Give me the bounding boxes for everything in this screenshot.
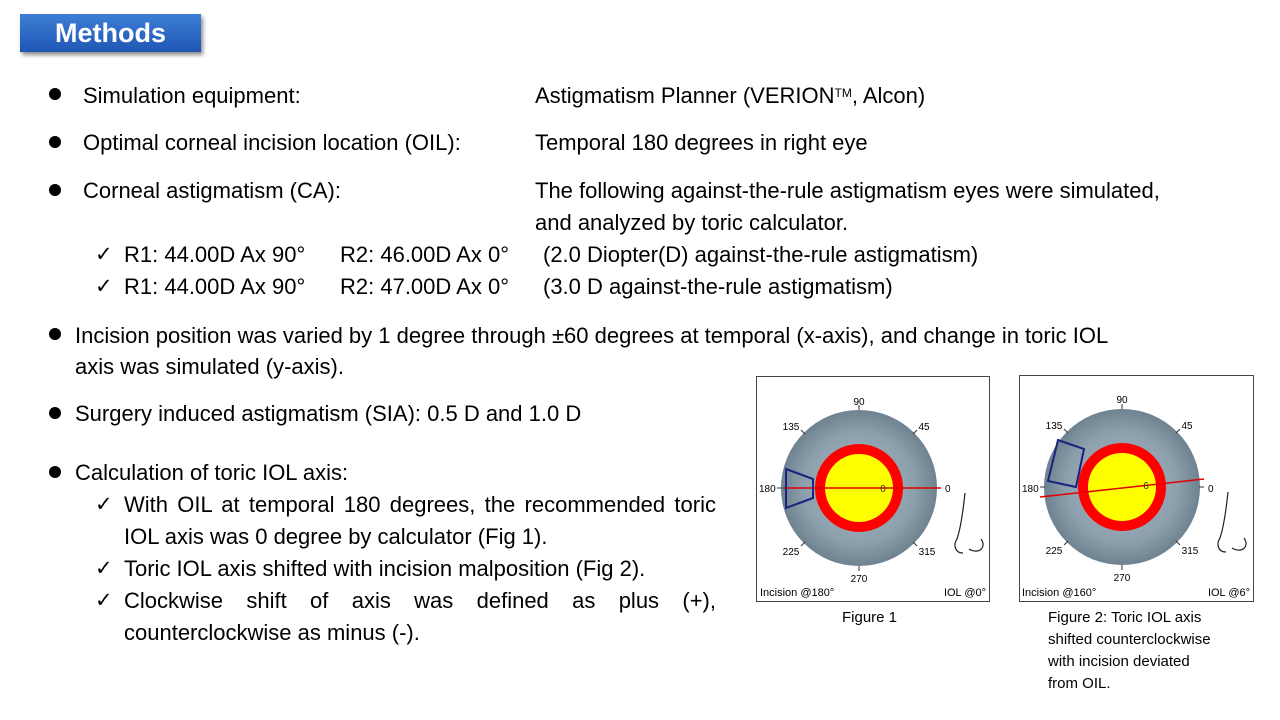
tick-315: 315 <box>1181 546 1199 557</box>
ca-item-note: (2.0 Diopter(D) against-the-rule astigmatism) <box>543 242 979 267</box>
row-label-oil: Optimal corneal incision location (OIL): <box>83 130 461 155</box>
calc-item: Clockwise shift of axis was defined as plus (+), counterclockwise as minus (-). <box>124 588 716 645</box>
check-icon: ✓ <box>95 275 113 298</box>
calc-item: With OIL at temporal 180 degrees, the recommended toric IOL axis was 0 degree by calculator (Fig 1). <box>124 492 716 549</box>
row-value-ca-cont: and analyzed by toric calculator. <box>535 210 849 235</box>
tick-225: 225 <box>1045 546 1063 557</box>
eye-diagram-1 <box>757 377 989 601</box>
incision-label: Incision @160° <box>1022 587 1097 599</box>
ca-item-r1: R1: 44.00D Ax 90° <box>124 242 306 267</box>
nose-icon <box>1218 492 1246 552</box>
figure-2 <box>1019 375 1254 602</box>
row-label-equipment: Simulation equipment: <box>83 83 301 108</box>
ca-item-r1: R1: 44.00D Ax 90° <box>124 274 306 299</box>
tick-315: 315 <box>918 547 936 558</box>
tick-135: 135 <box>782 422 800 433</box>
check-icon: ✓ <box>95 243 113 266</box>
iol-label: IOL @6° <box>1207 587 1250 599</box>
center-value: 0 <box>880 484 886 495</box>
row-value-oil: Temporal 180 degrees in right eye <box>535 130 868 155</box>
tick-0: 0 <box>1208 484 1214 495</box>
sia-text: Surgery induced astigmatism (SIA): 0.5 D and 1.0 D <box>75 401 582 426</box>
ca-item-note: (3.0 D against-the-rule astigmatism) <box>543 274 893 299</box>
calc-item: Toric IOL axis shifted with incision malposition (Fig 2). <box>124 556 646 581</box>
incision-text-cont: axis was simulated (y-axis). <box>75 354 344 379</box>
tick-90: 90 <box>1116 395 1128 406</box>
caption-line: from OIL. <box>1048 675 1111 692</box>
ca-item-r2: R2: 46.00D Ax 0° <box>340 242 510 267</box>
tick-135: 135 <box>1045 421 1063 432</box>
iol-label: IOL @0° <box>943 587 986 599</box>
figure-1-caption: Figure 1 <box>842 609 898 626</box>
tick-45: 45 <box>1181 421 1193 432</box>
tick-0: 0 <box>945 484 951 495</box>
check-icon: ✓ <box>95 589 113 612</box>
center-value: 6 <box>1143 481 1149 492</box>
tick-180: 180 <box>1022 484 1039 495</box>
nose-icon <box>955 493 983 553</box>
row-label-ca: Corneal astigmatism (CA): <box>83 178 341 203</box>
incision-label: Incision @180° <box>760 587 835 599</box>
ca-item-r2: R2: 47.00D Ax 0° <box>340 274 510 299</box>
bullet-dot <box>49 466 61 478</box>
tick-45: 45 <box>918 422 930 433</box>
calc-heading: Calculation of toric IOL axis: <box>75 460 349 485</box>
bullet-dot <box>49 407 61 419</box>
tick-90: 90 <box>853 397 865 408</box>
figure-1 <box>756 376 990 602</box>
page-title: Methods <box>20 14 201 52</box>
bullet-dot <box>49 88 61 100</box>
tick-270: 270 <box>850 574 868 585</box>
tick-180: 180 <box>759 484 776 495</box>
check-icon: ✓ <box>95 493 113 516</box>
figure-2-caption <box>1048 607 1211 695</box>
row-value-equipment: Astigmatism Planner (VERION™, Alcon) <box>535 83 926 108</box>
bullet-dot <box>49 136 61 148</box>
tick-270: 270 <box>1113 573 1131 584</box>
bullet-dot <box>49 184 61 196</box>
row-value-ca: The following against-the-rule astigmatism eyes were simulated, <box>535 178 1160 203</box>
bullet-dot <box>49 328 61 340</box>
caption-line: Figure 2: Toric IOL axis <box>1048 609 1202 626</box>
caption-line: shifted counterclockwise <box>1048 631 1211 648</box>
incision-text: Incision position was varied by 1 degree through ±60 degrees at temporal (x-axis), and change in toric IOL <box>75 323 1109 348</box>
check-icon: ✓ <box>95 557 113 580</box>
eye-diagram-2 <box>1020 376 1253 601</box>
caption-line: with incision deviated <box>1048 653 1190 670</box>
tick-225: 225 <box>782 547 800 558</box>
